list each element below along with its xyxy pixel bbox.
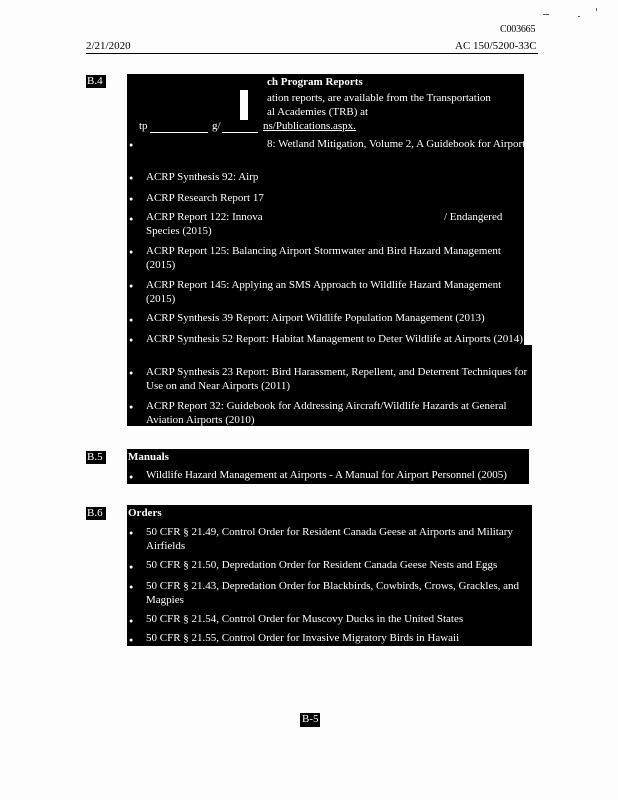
- section-number-b4: B.4: [87, 75, 103, 87]
- bullet-icon: ●: [129, 636, 134, 644]
- bullet-icon: ●: [129, 336, 134, 344]
- intro-fragment-2: g/: [212, 120, 221, 132]
- list-item: Wildlife Hazard Management at Airports - A Manual for Airport Personnel (2005): [146, 469, 507, 481]
- list-item: ACRP Research Report 17: [146, 192, 264, 204]
- list-item: ACRP Report 122: Innova: [146, 211, 263, 223]
- section-number-b5: B.5: [87, 451, 103, 463]
- list-item: ACRP Report 125: Balancing Airport Stormwater and Bird Hazard Management (2015): [146, 245, 501, 271]
- list-item: ACRP Report 32: Guidebook for Addressing Aircraft/Wildlife Hazards at General Aviation Airports (2010): [146, 400, 507, 426]
- intro-line-2: al Academies (TRB) at: [267, 106, 369, 118]
- bullet-icon: ●: [129, 282, 134, 290]
- list-item: 50 CFR § 21.43, Depredation Order for Blackbirds, Cowbirds, Crows, Grackles, and Magpies: [146, 580, 520, 606]
- page-number: B-5: [302, 713, 319, 725]
- header-date: 2/21/2020: [86, 40, 131, 52]
- list-item: ACRP Synthesis 39 Report: Airport Wildlife Population Management (2013): [146, 312, 485, 324]
- scan-artifact: [578, 16, 580, 17]
- bates-stamp: C003665: [500, 24, 536, 35]
- bullet-icon: ●: [129, 617, 134, 625]
- list-item: 50 CFR § 21.54, Control Order for Muscovy Ducks in the United States: [146, 613, 464, 625]
- list-item: 50 CFR § 21.55, Control Order for Invasive Migratory Birds in Hawaii: [146, 632, 460, 644]
- bullet-icon: ●: [129, 316, 134, 324]
- list-item-fragment: / Endangered: [444, 211, 503, 223]
- bullet-icon: ●: [129, 195, 134, 203]
- intro-line-1: ation reports, are available from the Transportation: [267, 92, 491, 104]
- bullet-icon: ●: [129, 403, 134, 411]
- bullet-icon: ●: [129, 563, 134, 571]
- intro-fragment-1: tp: [139, 120, 148, 132]
- bullet-icon: ●: [129, 174, 134, 182]
- list-item: ACRP Synthesis 23 Report: Bird Harassment, Repellent, and Deterrent Techniques for Use on and Near Airports (2011): [146, 366, 528, 392]
- bullet-icon: ●: [129, 473, 134, 481]
- list-item: ACRP Synthesis 52 Report: Habitat Management to Deter Wildlife at Airports (2014): [146, 333, 523, 345]
- list-item: 50 CFR § 21.49, Control Order for Resident Canada Geese at Airports and Military Airfields: [146, 526, 513, 552]
- list-item: ACRP Synthesis 92: Airp: [146, 171, 259, 183]
- bullet-icon: ●: [129, 141, 134, 149]
- bullet-icon: ●: [129, 215, 134, 223]
- link-underline: [222, 132, 258, 133]
- link-underline: [150, 132, 208, 133]
- section-heading-b6: Orders: [128, 507, 162, 519]
- bullet-icon: ●: [129, 248, 134, 256]
- list-item: ACRP Report 145: Applying an SMS Approach to Wildlife Hazard Management (2015): [146, 279, 502, 305]
- scan-artifact: [596, 8, 597, 11]
- scan-artifact: [543, 14, 549, 15]
- section-heading-b5: Manuals: [128, 451, 169, 463]
- header-ac-number: AC 150/5200-33C: [455, 40, 537, 52]
- header-rule: [86, 53, 538, 54]
- list-item: 8: Wetland Mitigation, Volume 2, A Guidebook for Airports (2019): [267, 138, 562, 150]
- unredacted-gap: [240, 90, 248, 120]
- list-item: 50 CFR § 21.50, Depredation Order for Resident Canada Geese Nests and Eggs: [146, 559, 498, 571]
- intro-line-3: ns/Publications.aspx.: [263, 120, 356, 132]
- bullet-icon: ●: [129, 529, 134, 537]
- section-heading-b4: ch Program Reports: [267, 76, 363, 88]
- bullet-icon: ●: [129, 369, 134, 377]
- list-item-continuation: Species (2015): [146, 225, 212, 237]
- bullet-icon: ●: [129, 583, 134, 591]
- section-number-b6: B.6: [87, 507, 103, 519]
